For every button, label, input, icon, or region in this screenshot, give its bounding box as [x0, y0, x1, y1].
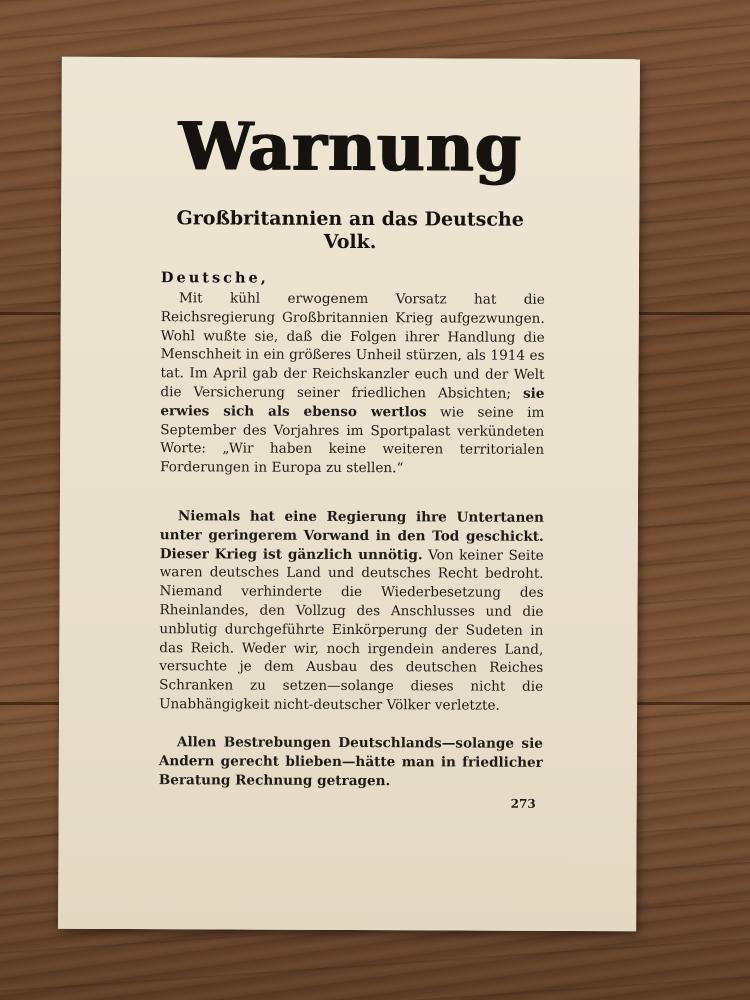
page-number: 273	[510, 796, 536, 811]
paragraph-1-text-a: Mit kühl erwogenem Vorsatz hat die Reichsregierung Großbritannien Krieg aufgezwungen. Wohl wußte sie, daß die Folgen ihrer Handlung die Menschheit in ein größeres Unheil stürzen, als 1914 es tat. Im April gab der Reichskanzler euch und der Welt die Versicherung seiner friedlichen Absichten;	[160, 290, 545, 402]
paragraph-1-text-b: wie seine im September des Vorjahres im Sportpalast verkündeten Worte: „Wir haben keine weiteren territorialen Forderungen in Europa zu stellen.“	[160, 404, 545, 477]
paragraph-2	[159, 507, 544, 715]
leaflet-title: Warnung	[178, 107, 523, 187]
paragraph-2-text: Von keiner Seite waren deutsches Land und deutsches Recht bedroht. Niemand verhinderte die Wiederbesetzung des Rheinlandes, den Vollzug des Anschlusses und die unblutig durchgeführte Einkörperung der Sudeten in das Reich. Weder wir, noch irgendein anderes Land, versuchte je dem Ausbau des deutschen Reiches Schranken zu setzen—solange dieses nicht die Unabhängigkeit nicht-deutscher Völker verletzte.	[159, 546, 544, 714]
paragraph-2-emphasis: Niemals hat eine Regierung ihre Untertanen unter geringerem Vorwand in den Tod geschickt. Dieser Krieg ist gänzlich unnötig.	[159, 508, 544, 563]
paragraph-1-emphasis: sie erwies sich als ebenso wertlos	[160, 385, 545, 421]
salutation: Deutsche,	[160, 269, 269, 287]
leaflet-page	[58, 57, 640, 932]
paragraph-3: Allen Bestrebungen Deutschlands—solange sie Andern gerecht blieben—hätte man in friedlicher Beratung Rechnung getragen.	[158, 734, 543, 789]
paragraph-1	[160, 289, 545, 479]
leaflet-subtitle: Großbritannien an das Deutsche Volk.	[176, 207, 524, 254]
